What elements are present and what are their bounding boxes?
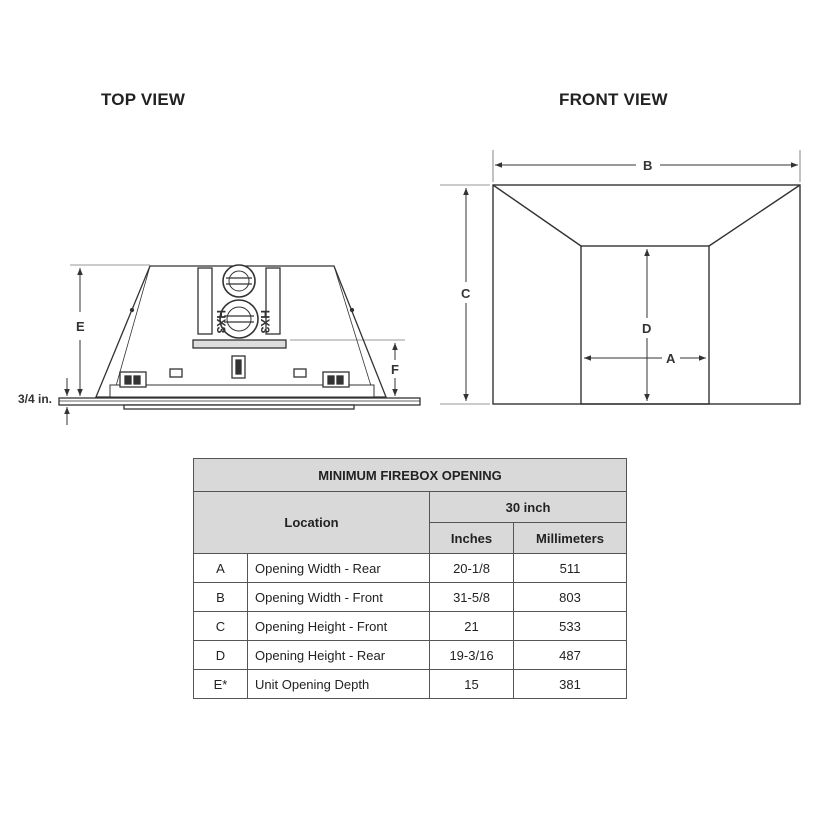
top-view-title: TOP VIEW [101, 90, 186, 109]
row-inches: 19-3/16 [430, 641, 514, 670]
dimension-e-label: E [76, 319, 85, 334]
dimension-c-label: C [461, 286, 471, 301]
dimension-b-label: B [643, 158, 653, 173]
table-row [194, 554, 627, 583]
row-location: Opening Width - Rear [248, 554, 430, 583]
row-millimeters: 487 [514, 641, 627, 670]
row-location: Opening Height - Rear [248, 641, 430, 670]
table-row [194, 641, 627, 670]
table-row [194, 670, 627, 699]
size-header: 30 inch [430, 492, 627, 523]
row-inches: 31-5/8 [430, 583, 514, 612]
row-letter: C [194, 612, 248, 641]
dimension-d-label: D [642, 321, 652, 336]
row-location: Unit Opening Depth [248, 670, 430, 699]
row-letter: D [194, 641, 248, 670]
dimension-three-quarter-label: 3/4 in. [18, 392, 53, 406]
row-location: Opening Width - Front [248, 583, 430, 612]
row-location: Opening Height - Front [248, 612, 430, 641]
row-letter: A [194, 554, 248, 583]
millimeters-header: Millimeters [514, 523, 627, 554]
dimension-f-label: F [391, 362, 399, 377]
row-inches: 20-1/8 [430, 554, 514, 583]
table-row [194, 612, 627, 641]
inches-header: Inches [430, 523, 514, 554]
row-millimeters: 803 [514, 583, 627, 612]
row-millimeters: 533 [514, 612, 627, 641]
row-inches: 21 [430, 612, 514, 641]
table-row [194, 583, 627, 612]
hx3-label-left: HX3 [214, 310, 228, 334]
top-view-drawing [59, 265, 420, 409]
row-millimeters: 511 [514, 554, 627, 583]
location-header: Location [194, 492, 430, 554]
firebox-opening-table [193, 458, 627, 699]
table-title: MINIMUM FIREBOX OPENING [194, 459, 627, 492]
row-letter: B [194, 583, 248, 612]
hx3-label-right: HX3 [258, 310, 272, 334]
front-view-title: FRONT VIEW [559, 90, 668, 109]
row-millimeters: 381 [514, 670, 627, 699]
dimension-a-label: A [666, 351, 676, 366]
row-inches: 15 [430, 670, 514, 699]
row-letter: E* [194, 670, 248, 699]
